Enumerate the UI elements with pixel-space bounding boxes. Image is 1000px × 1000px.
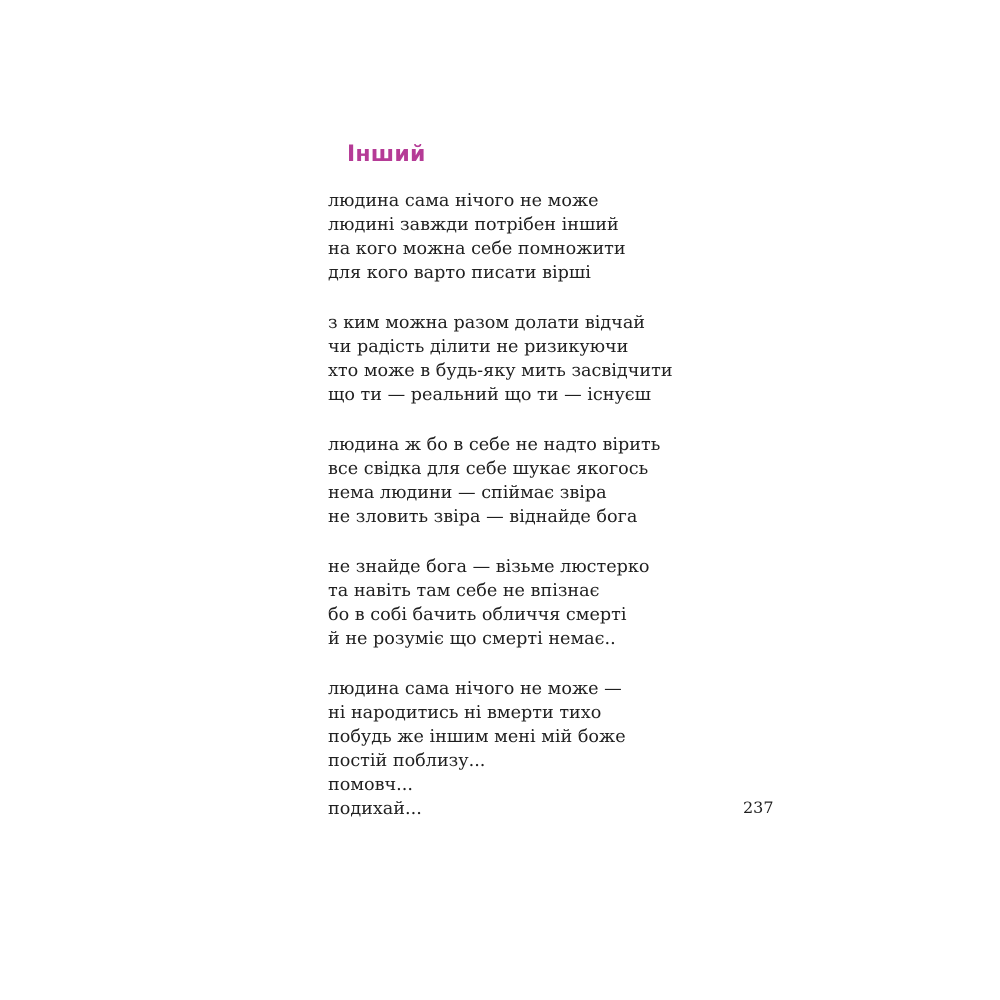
poem-line: на кого можна себе помножити [328, 239, 626, 259]
poem-line: ні народитись ні вмерти тихо [328, 703, 602, 723]
poem-line: не зловить звіра — віднайде бога [328, 507, 638, 527]
poem-title: Інший [347, 142, 426, 167]
page-number: 237 [743, 798, 774, 817]
stanza [328, 189, 748, 285]
poem-line: не знайде бога — візьме люстерко [328, 557, 650, 577]
poem-line: людина сама нічого не може — [328, 679, 622, 699]
poem-line: людині завжди потрібен інший [328, 215, 619, 235]
stanza [328, 311, 748, 407]
poem-line: та навіть там себе не впізнає [328, 581, 600, 601]
poem-line: що ти — реальний що ти — існуєш [328, 385, 652, 405]
poem-line: з ким можна разом долати відчай [328, 313, 646, 333]
stanza [328, 555, 748, 651]
poem-line: для кого варто писати вірші [328, 263, 591, 283]
poem-line: людина сама нічого не може [328, 191, 599, 211]
poem-line: помовч... [328, 775, 413, 795]
poem-line: все свідка для себе шукає якогось [328, 459, 649, 479]
poem-line: постій поблизу... [328, 751, 486, 771]
poem-line: людина ж бо в себе не надто вірить [328, 435, 661, 455]
poem-line: нема людини — спіймає звіра [328, 483, 607, 503]
poem-line: подихай... [328, 799, 422, 819]
poem-body [328, 189, 748, 847]
poem-line: хто може в будь-яку мить засвідчити [328, 361, 673, 381]
poem-line: бо в собі бачить обличчя смерті [328, 605, 627, 625]
stanza [328, 677, 748, 821]
poem-line: чи радість ділити не ризикуючи [328, 337, 629, 357]
poem-line: й не розуміє що смерті немає.. [328, 629, 616, 649]
poem-line: побудь же іншим мені мій боже [328, 727, 626, 747]
stanza [328, 433, 748, 529]
